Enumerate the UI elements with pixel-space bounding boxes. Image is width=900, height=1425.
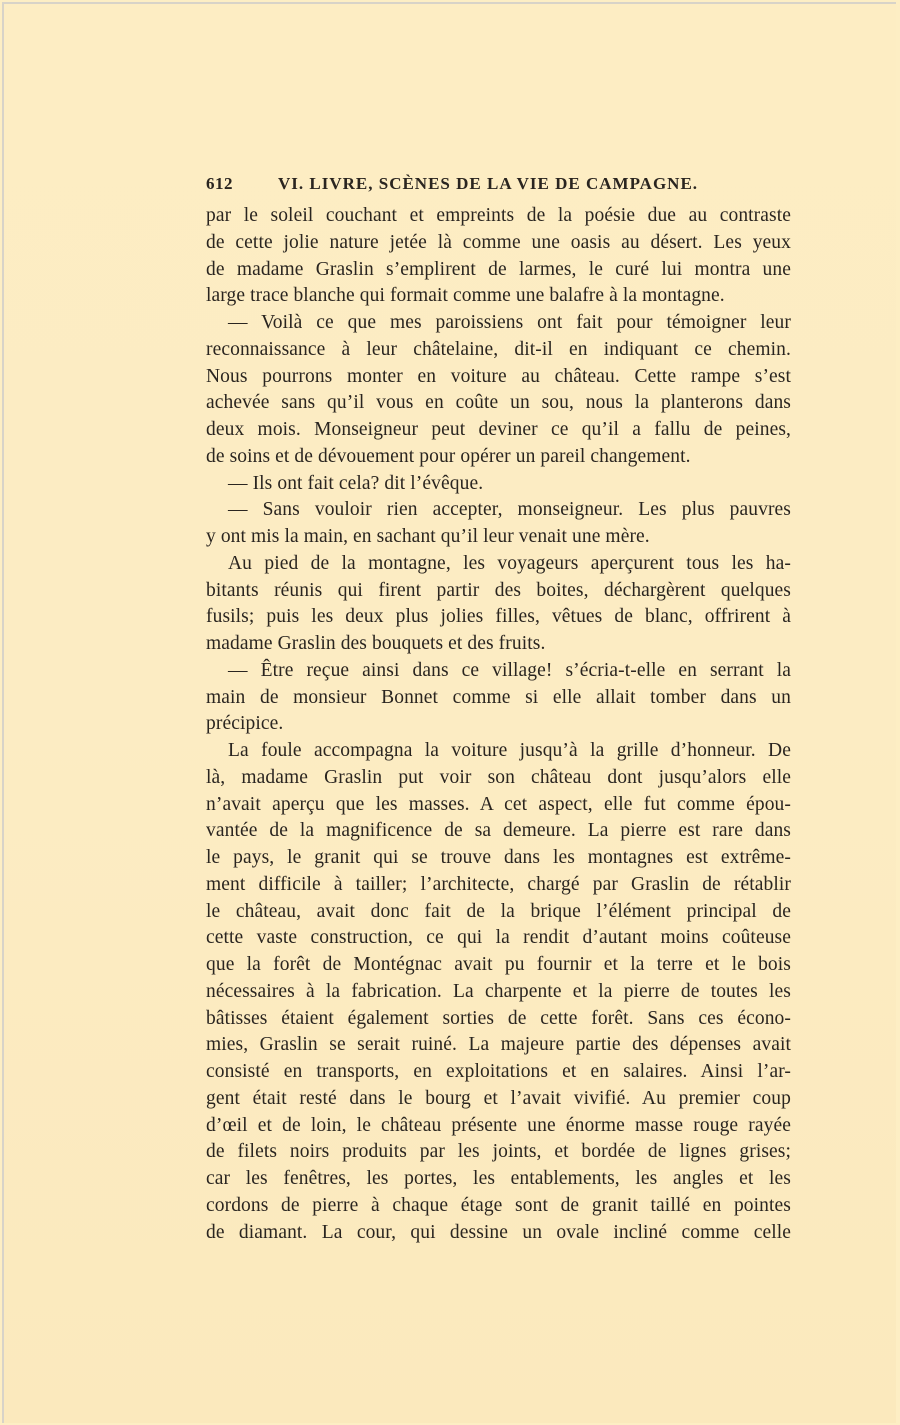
- text-line: car les fenêtres, les portes, les entablements, les angles et les: [206, 1168, 791, 1189]
- text-line: consisté en transports, en exploitations et en salaires. Ainsi l’ar-: [206, 1061, 791, 1082]
- text-line: que la forêt de Montégnac avait pu fournir et la terre et le bois: [206, 954, 791, 975]
- text-line: ment difficile à tailler; l’architecte, chargé par Graslin de rétablir: [206, 873, 791, 895]
- text-line: La foule accompagna la voiture jusqu’à la grille d’honneur. De: [228, 740, 791, 761]
- text-line: précipice.: [206, 713, 284, 735]
- text-line: — Voilà ce que mes paroissiens ont fait pour témoigner leur: [228, 312, 791, 333]
- text-line: le pays, le granit qui se trouve dans les montagnes est extrême-: [206, 847, 791, 868]
- text-line: reconnaissance à leur châtelaine, dit-il en indiquant ce chemin.: [206, 338, 791, 360]
- text-line: bitants réunis qui firent partir des boites, déchargèrent quelques: [206, 579, 791, 601]
- text-line: achevée sans qu’il vous en coûte un sou, nous la planterons dans: [206, 392, 791, 414]
- text-line: — Ils ont fait cela? dit l’évêque.: [228, 472, 484, 494]
- text-line: nécessaires à la fabrication. La charpente et la pierre de toutes les: [206, 980, 791, 1002]
- text-line: de soins et de dévouement pour opérer un pareil changement.: [206, 445, 691, 467]
- text-line: là, madame Graslin put voir son château dont jusqu’alors elle: [206, 766, 791, 788]
- book-page: [2, 2, 896, 1423]
- text-line: par le soleil couchant et empreints de la poésie due au contraste: [206, 205, 791, 226]
- text-line: bâtisses étaient également sorties de cette forêt. Sans ces écono-: [206, 1007, 791, 1029]
- text-line: cette vaste construction, ce qui la rendit d’autant moins coûteuse: [206, 927, 791, 949]
- text-line: vantée de la magnificence de sa demeure. La pierre est rare dans: [206, 820, 791, 842]
- text-line: de cette jolie nature jetée là comme une oasis au désert. Les yeux: [206, 231, 791, 253]
- text-line: cordons de pierre à chaque étage sont de granit taillé en pointes: [206, 1194, 791, 1216]
- text-line: Au pied de la montagne, les voyageurs aperçurent tous les ha-: [228, 552, 791, 574]
- text-line: Nous pourrons monter en voiture au château. Cette rampe s’est: [206, 365, 791, 387]
- text-line: de diamant. La cour, qui dessine un ovale incliné comme celle: [206, 1221, 791, 1243]
- text-line: gent était resté dans le bourg et l’avait vivifié. Au premier coup: [206, 1087, 791, 1109]
- text-line: — Sans vouloir rien accepter, monseigneur. Les plus pauvres: [228, 499, 791, 521]
- body-text: [206, 203, 791, 1246]
- text-line: le château, avait donc fait de la brique l’élément principal de: [206, 900, 791, 922]
- text-line: main de monsieur Bonnet comme si elle allait tomber dans un: [206, 686, 791, 708]
- running-header: [206, 174, 806, 200]
- text-line: fusils; puis les deux plus jolies filles, vêtues de blanc, offrirent à: [206, 606, 791, 628]
- text-line: — Être reçue ainsi dans ce village! s’écria-t-elle en serrant la: [228, 659, 791, 681]
- text-line: large trace blanche qui formait comme une balafre à la montagne.: [206, 285, 725, 307]
- text-line: deux mois. Monseigneur peut deviner ce qu’il a fallu de peines,: [206, 419, 791, 440]
- text-line: d’œil et de loin, le château présente une énorme masse rouge rayée: [206, 1114, 791, 1136]
- text-line: y ont mis la main, en sachant qu’il leur venait une mère.: [206, 526, 650, 547]
- text-line: madame Graslin des bouquets et des fruits.: [206, 633, 546, 654]
- text-line: de filets noirs produits par les joints, et bordée de lignes grises;: [206, 1141, 791, 1163]
- page-number: 612: [206, 174, 233, 193]
- text-line: de madame Graslin s’emplirent de larmes, le curé lui montra une: [206, 258, 791, 280]
- running-head-title: VI. LIVRE, SCÈNES DE LA VIE DE CAMPAGNE.: [278, 174, 699, 193]
- text-line: mies, Graslin se serait ruiné. La majeure partie des dépenses avait: [206, 1034, 791, 1056]
- text-line: n’avait aperçu que les masses. A cet aspect, elle fut comme épou-: [206, 793, 791, 815]
